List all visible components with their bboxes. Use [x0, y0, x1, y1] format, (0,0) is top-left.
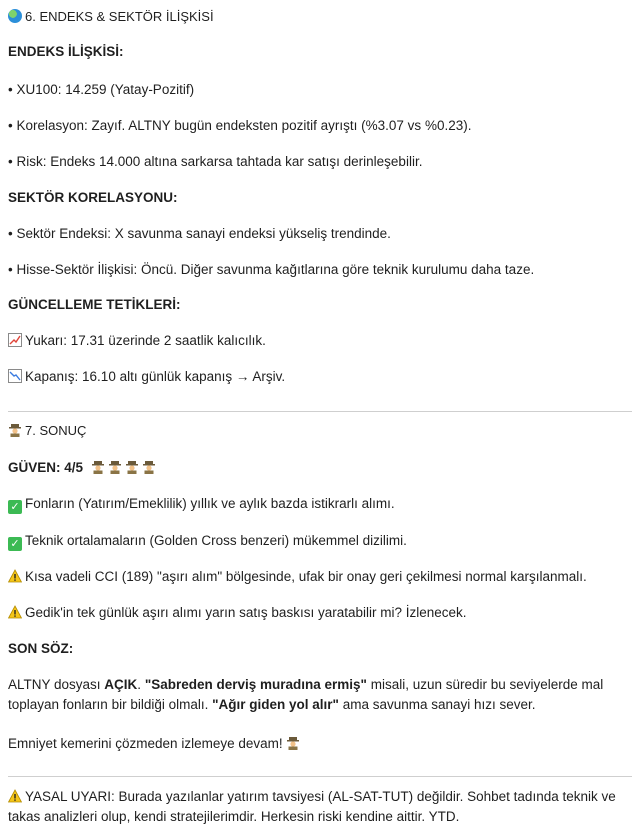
check-mark-icon: ✓ — [8, 537, 22, 551]
warning-item — [8, 603, 632, 623]
chart-decreasing-icon — [8, 369, 22, 383]
section-6-title-row — [8, 8, 632, 27]
closing-row — [8, 734, 632, 754]
check-item — [8, 531, 632, 551]
chart-increasing-icon — [8, 333, 22, 347]
endeks-item: • XU100: 14.259 (Yatay-Pozitif) — [8, 82, 195, 97]
divider — [8, 411, 632, 412]
endeks-item: • Korelasyon: Zayıf. ALTNY bugün endeksten pozitif ayrıştı (%3.07 vs %0.23). — [8, 118, 472, 133]
detective-icon — [91, 460, 105, 474]
son-soz-text: misali, uzun süredir bu seviyelerde mal toplayan fonların bir bildiği olmalı. — [8, 677, 604, 712]
trigger-heading: GÜNCELLEME TETİKLERİ: — [8, 297, 181, 312]
warning-item — [8, 567, 632, 587]
sektor-item: • Sektör Endeksi: X savunma sanayi endeksi yükseliş trendinde. — [8, 226, 391, 241]
warning-icon — [8, 605, 22, 619]
son-soz-text: ALTNY dosyası — [8, 677, 105, 692]
confidence-label: GÜVEN: 4/5 — [8, 460, 84, 475]
endeks-heading: ENDEKS İLİŞKİSİ: — [8, 44, 124, 59]
trigger-up-text: Yukarı: 17.31 üzerinde 2 saatlik kalıcılık. — [25, 333, 266, 348]
detective-icon — [125, 460, 139, 474]
son-soz-status: AÇIK — [104, 677, 138, 692]
warning-icon — [8, 569, 22, 583]
closing-text: Emniyet kemerini çözmeden izlemeye devam! — [8, 736, 283, 751]
detective-icon — [286, 736, 300, 750]
son-soz-heading: SON SÖZ: — [8, 641, 74, 656]
son-soz-text: . — [137, 677, 145, 692]
section-6-title: 6. ENDEKS & SEKTÖR İLİŞKİSİ — [25, 9, 214, 24]
warning-item-text: Gedik'in tek günlük aşırı alımı yarın satış baskısı yaratabilir mi? İzlenecek. — [25, 605, 467, 620]
check-item-text: Fonların (Yatırım/Emeklilik) yıllık ve aylık bazda istikrarlı alımı. — [25, 496, 395, 511]
trigger-down-text: Kapanış: 16.10 altı günlük kapanış → Arşiv. — [25, 369, 286, 384]
warning-icon — [8, 789, 22, 803]
sektor-item: • Hisse-Sektör İlişkisi: Öncü. Diğer savunma kağıtlarına göre teknik kurulumu daha taze. — [8, 262, 535, 277]
son-soz-quote: "Sabreden derviş muradına ermiş" — [144, 677, 367, 692]
check-item-text: Teknik ortalamaların (Golden Cross benzeri) mükemmel dizilimi. — [25, 533, 407, 548]
endeks-item: • Risk: Endeks 14.000 altına sarkarsa tahtada kar satışı derinleşebilir. — [8, 154, 423, 169]
trigger-down-row — [8, 367, 632, 387]
warning-item-text: Kısa vadeli CCI (189) "aşırı alım" bölgesinde, ufak bir onay geri çekilmesi normal karşılanmalı. — [25, 569, 587, 584]
detective-icon — [108, 460, 122, 474]
section-7-title: 7. SONUÇ — [25, 423, 87, 438]
section-7-title-row — [8, 422, 632, 441]
disclaimer-row — [8, 787, 618, 826]
detective-icon — [8, 423, 22, 437]
confidence-icons — [91, 458, 159, 478]
check-item — [8, 494, 632, 514]
globe-icon — [8, 9, 22, 23]
sektor-heading: SEKTÖR KORELASYONU: — [8, 190, 178, 205]
trigger-up-row — [8, 331, 632, 351]
detective-icon — [142, 460, 156, 474]
confidence-row — [8, 458, 632, 478]
son-soz-text: ama savunma sanayi hızı sever. — [338, 696, 536, 712]
son-soz-quote: "Ağır giden yol alır" — [212, 696, 339, 712]
son-soz-paragraph — [8, 675, 618, 714]
disclaimer-text: YASAL UYARI: Burada yazılanlar yatırım tavsiyesi (AL-SAT-TUT) değildir. Sohbet tadında teknik ve takas analizleri olup, kendi stratejilerimdir. Herkesin riski kendine aittir. YTD. — [8, 789, 616, 824]
divider — [8, 776, 632, 777]
check-mark-icon: ✓ — [8, 500, 22, 514]
